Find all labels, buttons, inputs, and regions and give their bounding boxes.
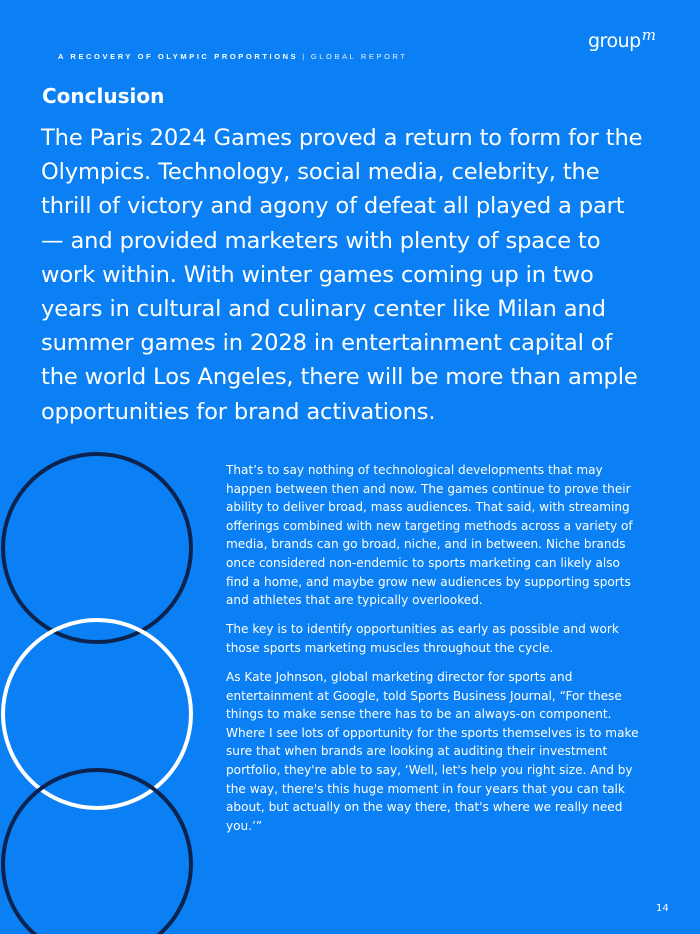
lead-paragraph: The Paris 2024 Games proved a return to form for the Olympics. Technology, social media, celebrity, the thrill of victory and agony of defeat all played a part — and provided marketers with plenty of space to work within. With winter games coming up in two years in cultural and culinary center like Milan and summer games in 2028 in entertainment capital of the world Los Angeles, there will be more than ample opportunities for brand activations.	[41, 125, 643, 425]
white-ring-middle	[3, 620, 191, 808]
body-paragraph: That’s to say nothing of technological developments that may happen between then and now. The games continue to prove their ability to deliver broad, mass audiences. That said, with streaming offerings combined with new targeting methods across a variety of media, brands can go broad, niche, and in between. Niche brands once considered non-endemic to sports marketing can likely also find a home, and maybe grow new audiences by supporting sports and athletes that are typically overlooked.	[226, 463, 633, 608]
dark-ring-top	[3, 454, 191, 642]
report-header	[58, 52, 408, 61]
report-title: A RECOVERY OF OLYMPIC PROPORTIONS	[58, 52, 299, 61]
body-paragraph: As Kate Johnson, global marketing director for sports and entertainment at Google, told Sports Business Journal, “For these things to make sense there has to be an always-on component. Where I see lots of opportunity for the sports themselves is to make sure that when brands are looking at auditing their investment portfolio, they're able to say, ‘Well, let's help you right size. And by the way, there's this huge moment in four years that you can talk about, but actually on the way there, that's where we really need you.’”	[226, 669, 639, 833]
dark-ring-bottom	[3, 770, 191, 934]
section-title: Conclusion	[42, 84, 165, 108]
olympic-rings-decoration	[0, 440, 220, 934]
groupm-logo	[588, 26, 656, 52]
logo-superscript: m	[641, 26, 656, 44]
header-separator: |	[302, 52, 307, 61]
report-type: GLOBAL REPORT	[310, 52, 408, 61]
logo-wordmark: group	[588, 30, 641, 52]
page-number: 14	[656, 903, 669, 914]
body-text-column	[226, 461, 646, 846]
body-paragraph: The key is to identify opportunities as early as possible and work those sports marketing muscles throughout the cycle.	[226, 622, 619, 655]
